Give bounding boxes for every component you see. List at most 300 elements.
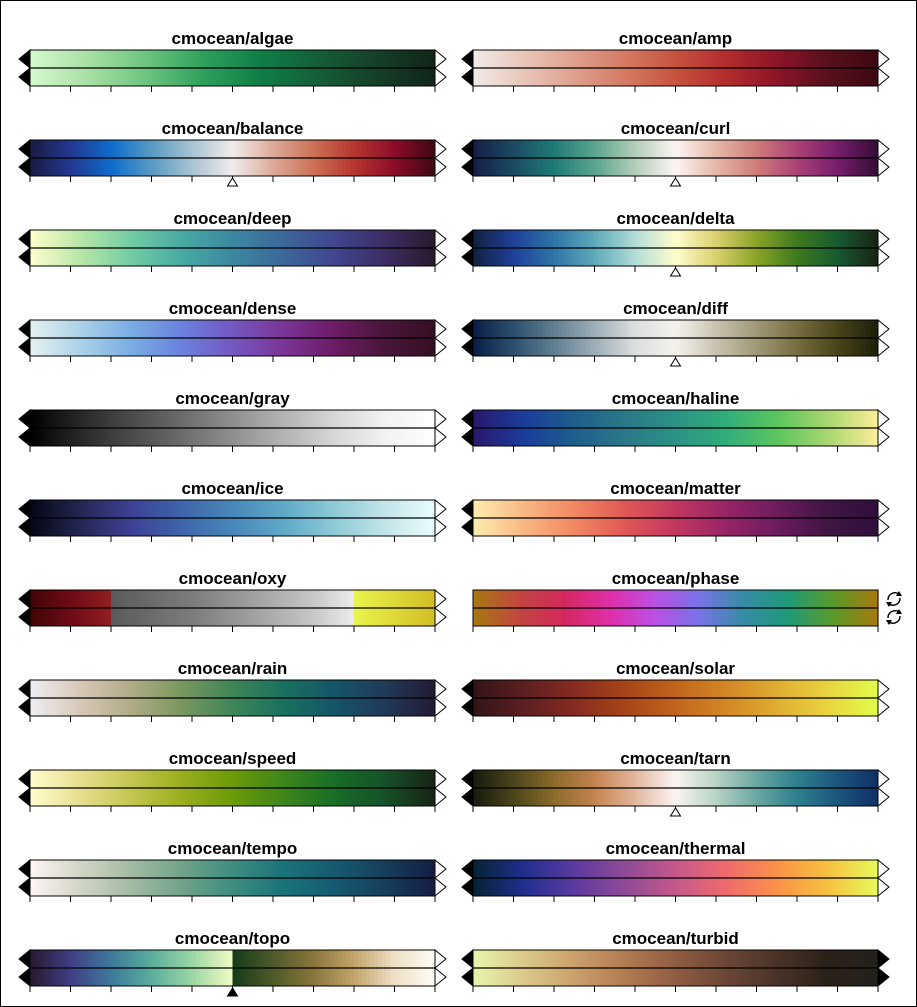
color-stripe	[46, 878, 51, 896]
color-stripe	[586, 878, 591, 896]
color-stripe	[338, 140, 343, 158]
color-stripe	[615, 140, 620, 158]
color-stripe	[362, 338, 367, 356]
color-stripe	[407, 338, 412, 356]
color-stripe	[386, 500, 391, 518]
color-stripe	[265, 698, 270, 716]
color-stripe	[156, 950, 161, 968]
color-stripe	[143, 950, 148, 968]
color-stripe	[692, 428, 697, 446]
color-stripe	[139, 518, 144, 536]
color-stripe	[809, 248, 814, 266]
color-stripe	[204, 860, 209, 878]
color-stripe	[619, 140, 624, 158]
color-stripe	[196, 158, 201, 176]
color-stripe	[809, 590, 814, 608]
color-stripe	[382, 950, 387, 968]
color-stripe	[265, 500, 270, 518]
colorbar-strip	[473, 68, 879, 86]
color-stripe	[54, 860, 59, 878]
color-stripe	[91, 230, 96, 248]
color-stripe	[156, 230, 161, 248]
color-stripe	[866, 230, 871, 248]
color-stripe	[526, 590, 531, 608]
color-stripe	[326, 140, 331, 158]
color-stripe	[54, 428, 59, 446]
color-stripe	[716, 338, 721, 356]
color-stripe	[245, 950, 250, 968]
color-stripe	[354, 410, 359, 428]
color-stripe	[481, 158, 486, 176]
color-stripe	[50, 608, 55, 626]
color-stripe	[237, 68, 242, 86]
color-stripe	[688, 410, 693, 428]
color-stripe	[382, 50, 387, 68]
color-stripe	[651, 788, 656, 806]
color-stripe	[95, 158, 100, 176]
color-stripe	[261, 518, 266, 536]
color-stripe	[570, 770, 575, 788]
color-stripe	[757, 50, 762, 68]
color-stripe	[785, 518, 790, 536]
color-stripe	[716, 230, 721, 248]
color-stripe	[777, 50, 782, 68]
color-stripe	[574, 230, 579, 248]
color-stripe	[91, 50, 96, 68]
color-stripe	[611, 410, 616, 428]
color-stripe	[538, 338, 543, 356]
color-stripe	[75, 608, 80, 626]
color-stripe	[493, 320, 498, 338]
color-stripe	[773, 698, 778, 716]
color-stripe	[550, 680, 555, 698]
color-stripe	[526, 950, 531, 968]
color-stripe	[607, 428, 612, 446]
colorbar-ticks	[473, 716, 878, 722]
color-stripe	[46, 140, 51, 158]
color-stripe	[139, 338, 144, 356]
color-stripe	[773, 230, 778, 248]
color-stripe	[66, 608, 71, 626]
color-stripe	[846, 158, 851, 176]
color-stripe	[477, 878, 482, 896]
color-stripe	[667, 320, 672, 338]
color-stripe	[168, 68, 173, 86]
color-stripe	[526, 698, 531, 716]
color-stripe	[419, 770, 424, 788]
color-stripe	[485, 770, 490, 788]
lower-extension-triangle	[19, 230, 30, 248]
color-stripe	[249, 680, 254, 698]
color-stripe	[570, 788, 575, 806]
color-stripe	[712, 590, 717, 608]
color-stripe	[611, 788, 616, 806]
color-stripe	[846, 248, 851, 266]
color-stripe	[514, 878, 519, 896]
color-stripe	[135, 950, 140, 968]
color-stripe	[95, 518, 100, 536]
color-stripe	[172, 608, 177, 626]
colorbar-strip	[473, 698, 879, 716]
color-stripe	[554, 518, 559, 536]
color-stripe	[761, 410, 766, 428]
color-stripe	[249, 410, 254, 428]
color-stripe	[103, 518, 108, 536]
color-stripe	[366, 770, 371, 788]
color-stripe	[728, 338, 733, 356]
color-stripe	[103, 878, 108, 896]
color-stripe	[407, 698, 412, 716]
color-stripe	[318, 698, 323, 716]
color-stripe	[866, 500, 871, 518]
color-stripe	[554, 500, 559, 518]
color-stripe	[850, 230, 855, 248]
color-stripe	[688, 950, 693, 968]
color-stripe	[647, 788, 652, 806]
color-stripe	[473, 770, 478, 788]
color-stripe	[350, 680, 355, 698]
color-stripe	[265, 950, 270, 968]
color-stripe	[334, 770, 339, 788]
color-stripe	[127, 320, 132, 338]
color-stripe	[79, 680, 84, 698]
color-stripe	[546, 140, 551, 158]
color-stripe	[586, 590, 591, 608]
color-stripe	[216, 320, 221, 338]
color-stripe	[838, 968, 843, 986]
color-stripe	[147, 158, 152, 176]
color-stripe	[639, 338, 644, 356]
color-stripe	[261, 410, 266, 428]
color-stripe	[696, 158, 701, 176]
color-stripe	[728, 140, 733, 158]
upper-extension-triangle	[435, 320, 446, 338]
color-stripe	[103, 338, 108, 356]
color-stripe	[805, 860, 810, 878]
color-stripe	[578, 680, 583, 698]
color-stripe	[196, 410, 201, 428]
color-stripe	[761, 248, 766, 266]
color-stripe	[526, 518, 531, 536]
color-stripe	[639, 50, 644, 68]
color-stripe	[374, 608, 379, 626]
color-stripe	[423, 230, 428, 248]
color-stripe	[773, 50, 778, 68]
color-stripe	[119, 248, 124, 266]
color-stripe	[107, 140, 112, 158]
color-stripe	[821, 158, 826, 176]
color-stripe	[595, 428, 600, 446]
color-stripe	[574, 338, 579, 356]
color-stripe	[139, 500, 144, 518]
color-stripe	[135, 140, 140, 158]
color-stripe	[761, 680, 766, 698]
colorbar-panel-cmocean-matter	[462, 479, 889, 542]
color-stripe	[732, 158, 737, 176]
color-stripe	[700, 770, 705, 788]
lower-extension-triangle	[19, 698, 30, 716]
color-stripe	[578, 608, 583, 626]
color-stripe	[208, 590, 213, 608]
color-stripe	[676, 950, 681, 968]
color-stripe	[789, 608, 794, 626]
color-stripe	[342, 68, 347, 86]
color-stripe	[566, 320, 571, 338]
color-stripe	[489, 68, 494, 86]
color-stripe	[38, 428, 43, 446]
color-stripe	[716, 878, 721, 896]
color-stripe	[866, 878, 871, 896]
color-stripe	[228, 950, 233, 968]
color-stripe	[305, 68, 310, 86]
color-stripe	[237, 950, 242, 968]
color-stripe	[314, 860, 319, 878]
color-stripe	[152, 698, 157, 716]
colorbar-title: cmocean/diff	[623, 299, 728, 318]
color-stripe	[627, 878, 632, 896]
color-stripe	[623, 788, 628, 806]
color-stripe	[708, 338, 713, 356]
color-stripe	[180, 248, 185, 266]
color-stripe	[740, 518, 745, 536]
color-stripe	[180, 500, 185, 518]
color-stripe	[599, 968, 604, 986]
color-stripe	[671, 950, 676, 968]
color-stripe	[135, 500, 140, 518]
color-stripe	[509, 680, 514, 698]
color-stripe	[390, 50, 395, 68]
color-stripe	[261, 770, 266, 788]
color-stripe	[38, 608, 43, 626]
color-stripe	[562, 950, 567, 968]
color-stripe	[257, 50, 262, 68]
color-stripe	[382, 230, 387, 248]
color-stripe	[757, 950, 762, 968]
color-stripe	[111, 158, 116, 176]
color-stripe	[208, 770, 213, 788]
color-stripe	[712, 500, 717, 518]
color-stripe	[607, 68, 612, 86]
color-stripe	[793, 410, 798, 428]
color-stripe	[708, 518, 713, 536]
color-stripe	[700, 68, 705, 86]
color-stripe	[58, 968, 63, 986]
color-stripe	[261, 50, 266, 68]
color-stripe	[30, 50, 35, 68]
color-stripe	[659, 410, 664, 428]
color-stripe	[854, 878, 859, 896]
color-stripe	[599, 50, 604, 68]
color-stripe	[833, 788, 838, 806]
color-stripe	[269, 590, 274, 608]
color-stripe	[809, 140, 814, 158]
color-stripe	[411, 680, 416, 698]
color-stripe	[147, 878, 152, 896]
color-stripe	[793, 68, 798, 86]
color-stripe	[716, 788, 721, 806]
color-stripe	[854, 968, 859, 986]
color-stripe	[180, 50, 185, 68]
color-stripe	[172, 140, 177, 158]
color-stripe	[366, 50, 371, 68]
color-stripe	[390, 608, 395, 626]
color-stripe	[850, 860, 855, 878]
colorbar-title: cmocean/haline	[611, 389, 740, 408]
color-stripe	[143, 338, 148, 356]
color-stripe	[204, 500, 209, 518]
color-stripe	[761, 770, 766, 788]
color-stripe	[354, 698, 359, 716]
color-stripe	[554, 788, 559, 806]
color-stripe	[757, 590, 762, 608]
color-stripe	[700, 500, 705, 518]
color-stripe	[212, 590, 217, 608]
color-stripe	[58, 518, 63, 536]
color-stripe	[489, 500, 494, 518]
color-stripe	[744, 410, 749, 428]
color-stripe	[38, 140, 43, 158]
color-stripe	[293, 140, 298, 158]
color-stripe	[789, 320, 794, 338]
color-stripe	[566, 788, 571, 806]
color-stripe	[62, 608, 67, 626]
color-stripe	[273, 428, 278, 446]
color-stripe	[346, 608, 351, 626]
color-stripe	[354, 50, 359, 68]
color-stripe	[736, 788, 741, 806]
color-stripe	[558, 878, 563, 896]
color-stripe	[172, 68, 177, 86]
color-stripe	[659, 50, 664, 68]
color-stripe	[862, 608, 867, 626]
colorbar-panel-cmocean-turbid	[462, 929, 889, 992]
color-stripe	[777, 608, 782, 626]
color-stripe	[765, 860, 770, 878]
colorbar-ticks	[473, 86, 878, 92]
color-stripe	[765, 68, 770, 86]
color-stripe	[566, 410, 571, 428]
color-stripe	[736, 428, 741, 446]
color-stripe	[518, 788, 523, 806]
color-stripe	[200, 698, 205, 716]
color-stripe	[696, 230, 701, 248]
color-stripe	[769, 950, 774, 968]
color-stripe	[407, 320, 412, 338]
color-stripe	[415, 230, 420, 248]
color-stripe	[423, 950, 428, 968]
color-stripe	[152, 140, 157, 158]
color-stripe	[273, 50, 278, 68]
color-stripe	[212, 410, 217, 428]
color-stripe	[647, 248, 652, 266]
color-stripe	[338, 770, 343, 788]
color-stripe	[326, 230, 331, 248]
color-stripe	[870, 968, 875, 986]
color-stripe	[123, 950, 128, 968]
color-stripe	[318, 68, 323, 86]
color-stripe	[419, 590, 424, 608]
color-stripe	[301, 500, 306, 518]
color-stripe	[833, 50, 838, 68]
color-stripe	[297, 410, 302, 428]
color-stripe	[578, 248, 583, 266]
upper-extension-triangle	[878, 230, 889, 248]
color-stripe	[692, 878, 697, 896]
color-stripe	[382, 68, 387, 86]
color-stripe	[603, 968, 608, 986]
color-stripe	[346, 410, 351, 428]
color-stripe	[619, 608, 624, 626]
color-stripe	[667, 230, 672, 248]
color-stripe	[497, 680, 502, 698]
color-stripe	[119, 68, 124, 86]
color-stripe	[297, 338, 302, 356]
color-stripe	[659, 680, 664, 698]
color-stripe	[216, 410, 221, 428]
color-stripe	[554, 608, 559, 626]
color-stripe	[156, 590, 161, 608]
color-stripe	[550, 968, 555, 986]
color-stripe	[314, 338, 319, 356]
color-stripe	[220, 950, 225, 968]
color-stripe	[399, 338, 404, 356]
color-stripe	[651, 50, 656, 68]
colorbar-ticks	[473, 536, 878, 542]
color-stripe	[870, 50, 875, 68]
color-stripe	[285, 950, 290, 968]
color-stripe	[79, 518, 84, 536]
color-stripe	[297, 518, 302, 536]
color-stripe	[692, 158, 697, 176]
color-stripe	[631, 140, 636, 158]
color-stripe	[688, 248, 693, 266]
color-stripe	[350, 428, 355, 446]
color-stripe	[358, 590, 363, 608]
color-stripe	[639, 68, 644, 86]
colorbar-panel-cmocean-phase	[473, 569, 902, 632]
color-stripe	[119, 230, 124, 248]
color-stripe	[184, 518, 189, 536]
color-stripe	[744, 230, 749, 248]
color-stripe	[708, 410, 713, 428]
color-stripe	[354, 608, 359, 626]
color-stripe	[615, 230, 620, 248]
color-stripe	[127, 140, 132, 158]
color-stripe	[354, 860, 359, 878]
color-stripe	[95, 680, 100, 698]
color-stripe	[607, 968, 612, 986]
color-stripe	[269, 410, 274, 428]
color-stripe	[99, 50, 104, 68]
color-stripe	[103, 608, 108, 626]
color-stripe	[801, 680, 806, 698]
color-stripe	[115, 140, 120, 158]
color-stripe	[574, 50, 579, 68]
color-stripe	[481, 338, 486, 356]
color-stripe	[477, 770, 482, 788]
color-stripe	[781, 50, 786, 68]
upper-extension-triangle	[878, 338, 889, 356]
color-stripe	[103, 320, 108, 338]
color-stripe	[574, 950, 579, 968]
color-stripe	[103, 140, 108, 158]
color-stripe	[599, 500, 604, 518]
color-stripe	[358, 428, 363, 446]
color-stripe	[761, 158, 766, 176]
color-stripe	[196, 50, 201, 68]
color-stripe	[582, 140, 587, 158]
color-stripe	[269, 608, 274, 626]
